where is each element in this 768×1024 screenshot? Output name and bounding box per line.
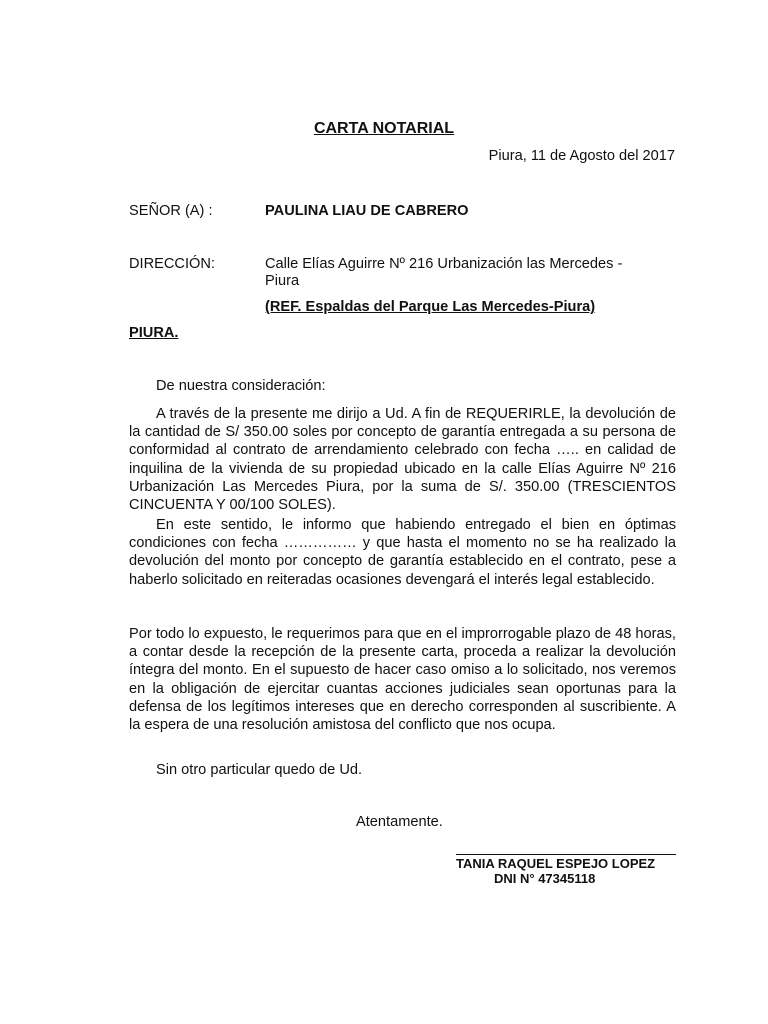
paragraph-context: En este sentido, le informo que habiendo entregado el bien en óptimas condiciones con fecha …………… y que hasta el momento no se ha realizado la devolución del monto por concepto de garantía establecido en el contrato, pese a haberlo solicitado en reiteradas ocasiones devengará el interés legal establecido. [129, 517, 676, 588]
signer-name: TANIA RAQUEL ESPEJO LOPEZ [456, 856, 656, 871]
paragraph-request: A través de la presente me dirijo a Ud. A fin de REQUERIRLE, la devolución de la cantidad de S/ 350.00 soles por concepto de garantía entregada a su persona de conformidad al contrato de arrendamiento celebrado con fecha ….. en calidad de inquilina de la vivienda de su propiedad ubicado en la calle Elías Aguirre Nº 216 Urbanización Las Mercedes Piura, por la suma de S/. 350.00 (TRESCIENTOS CINCUENTA Y 00/100 SOLES). [129, 406, 676, 514]
recipient-label: SEÑOR (A) : [129, 203, 213, 219]
letter-title: CARTA NOTARIAL [313, 120, 455, 137]
address-line-1: Calle Elías Aguirre Nº 216 Urbanización las Mercedes - [265, 256, 623, 272]
regards: Atentamente. [356, 814, 443, 830]
closing-line: Sin otro particular quedo de Ud. [156, 762, 363, 778]
address-reference: (REF. Espaldas del Parque Las Mercedes-Piura) [265, 299, 596, 315]
signer-id: DNI N° 47345118 [494, 871, 596, 886]
salutation: De nuestra consideración: [156, 378, 326, 394]
city-line: PIURA. [129, 325, 179, 341]
place-date: Piura, 11 de Agosto del 2017 [488, 148, 675, 164]
recipient-name: PAULINA LIAU DE CABRERO [265, 203, 469, 219]
address-line-2: Piura [265, 273, 300, 289]
signature-line [456, 854, 676, 855]
paragraph-demand: Por todo lo expuesto, le requerimos para que en el improrrogable plazo de 48 horas, a contar desde la recepción de la presente carta, proceda a realizar la devolución íntegra del monto. En el supuesto de hacer caso omiso a lo solicitado, nos veremos en la obligación de ejercitar cuantas acciones judiciales sean oportunas para la defensa de los legítimos intereses que en derecho corresponden al suscribiente. A la espera de una resolución amistosa del conflicto que nos ocupa. [129, 626, 676, 734]
address-label: DIRECCIÓN: [129, 256, 215, 272]
